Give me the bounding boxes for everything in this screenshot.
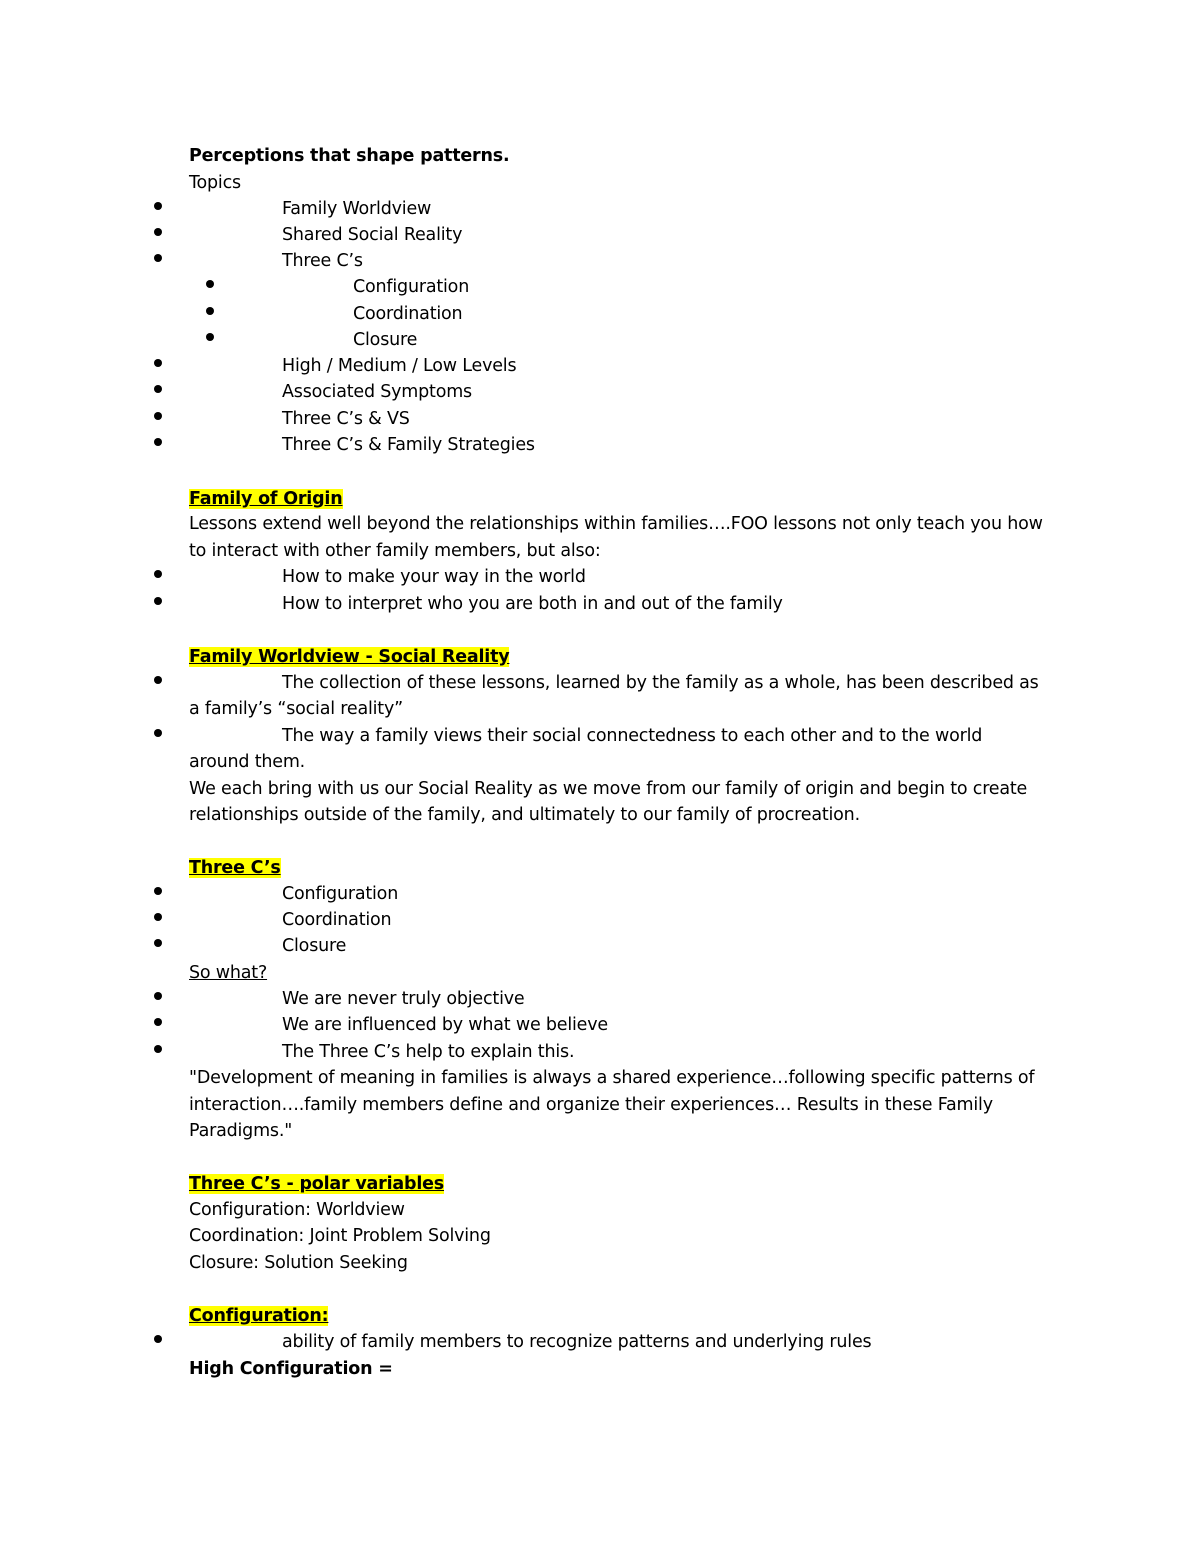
heading-text: Family Worldview - Social Reality <box>189 647 510 667</box>
list-item: We are never truly objective <box>282 989 525 1009</box>
paragraph-line: Configuration: Worldview <box>189 1200 405 1220</box>
list-item: The Three C’s help to explain this. <box>282 1042 575 1062</box>
page-title: Perceptions that shape patterns. <box>189 146 510 166</box>
section-heading-worldview <box>189 645 509 669</box>
sub-bullet-dot <box>206 307 214 315</box>
heading-text: Family of Origin <box>189 489 343 509</box>
bullet-dot <box>154 913 162 921</box>
topic-item: Three C’s & VS <box>282 409 410 429</box>
bullet-dot <box>154 1045 162 1053</box>
heading-text: Configuration: <box>189 1306 329 1326</box>
bullet-dot <box>154 359 162 367</box>
topics-label: Topics <box>189 173 241 193</box>
bullet-dot <box>154 676 162 684</box>
list-item: Closure <box>282 936 347 956</box>
section-heading-three-cs <box>189 856 281 880</box>
quote-line: "Development of meaning in families is always a shared experience…following specific patterns of <box>189 1068 1035 1088</box>
so-what-text: So what? <box>189 963 268 983</box>
bullet-dot <box>154 254 162 262</box>
section-heading-family-of-origin <box>189 487 343 511</box>
bullet-dot <box>154 729 162 737</box>
sub-bullet-dot <box>206 333 214 341</box>
list-item: How to make your way in the world <box>282 567 586 587</box>
sub-bullet-dot <box>206 280 214 288</box>
heading-text: Three C’s <box>189 858 281 878</box>
bullet-dot <box>154 597 162 605</box>
section-heading-polar-variables <box>189 1172 444 1196</box>
paragraph-line: We each bring with us our Social Reality as we move from our family of origin and begin to create <box>189 779 1028 799</box>
section-heading-configuration <box>189 1304 328 1328</box>
so-what-label <box>189 961 267 985</box>
paragraph-line: to interact with other family members, but also: <box>189 541 601 561</box>
topic-item: Shared Social Reality <box>282 225 463 245</box>
bullet-dot <box>154 228 162 236</box>
topic-subitem: Coordination <box>353 304 463 324</box>
list-item: How to interpret who you are both in and out of the family <box>282 594 783 614</box>
list-item-continuation: around them. <box>189 752 306 772</box>
paragraph-line: Coordination: Joint Problem Solving <box>189 1226 491 1246</box>
paragraph-line: Closure: Solution Seeking <box>189 1253 408 1273</box>
bullet-dot <box>154 412 162 420</box>
bullet-dot <box>154 202 162 210</box>
list-item: Coordination <box>282 910 392 930</box>
topic-subitem: Configuration <box>353 277 470 297</box>
topic-item: Family Worldview <box>282 199 432 219</box>
list-item: The way a family views their social connectedness to each other and to the world <box>282 726 983 746</box>
paragraph-line: Lessons extend well beyond the relationships within families….FOO lessons not only teach you how <box>189 514 1043 534</box>
list-item: Configuration <box>282 884 399 904</box>
bullet-dot <box>154 1018 162 1026</box>
bullet-dot <box>154 992 162 1000</box>
list-item: ability of family members to recognize patterns and underlying rules <box>282 1332 872 1352</box>
topic-item: Associated Symptoms <box>282 382 472 402</box>
list-item: We are influenced by what we believe <box>282 1015 608 1035</box>
quote-line: interaction….family members define and organize their experiences… Results in these Family <box>189 1095 993 1115</box>
paragraph-line: relationships outside of the family, and ultimately to our family of procreation. <box>189 805 860 825</box>
bullet-dot <box>154 887 162 895</box>
heading-text: Three C’s - polar variables <box>189 1174 444 1194</box>
list-item: The collection of these lessons, learned by the family as a whole, has been described as <box>282 673 1039 693</box>
bullet-dot <box>154 939 162 947</box>
high-configuration-label: High Configuration = <box>189 1359 393 1379</box>
bullet-dot <box>154 385 162 393</box>
topic-subitem: Closure <box>353 330 418 350</box>
list-item-continuation: a family’s “social reality” <box>189 699 403 719</box>
bullet-dot <box>154 570 162 578</box>
quote-line: Paradigms." <box>189 1121 293 1141</box>
topic-item: Three C’s & Family Strategies <box>282 435 535 455</box>
bullet-dot <box>154 1335 162 1343</box>
topic-item: Three C’s <box>282 251 363 271</box>
bullet-dot <box>154 438 162 446</box>
topic-item: High / Medium / Low Levels <box>282 356 517 376</box>
